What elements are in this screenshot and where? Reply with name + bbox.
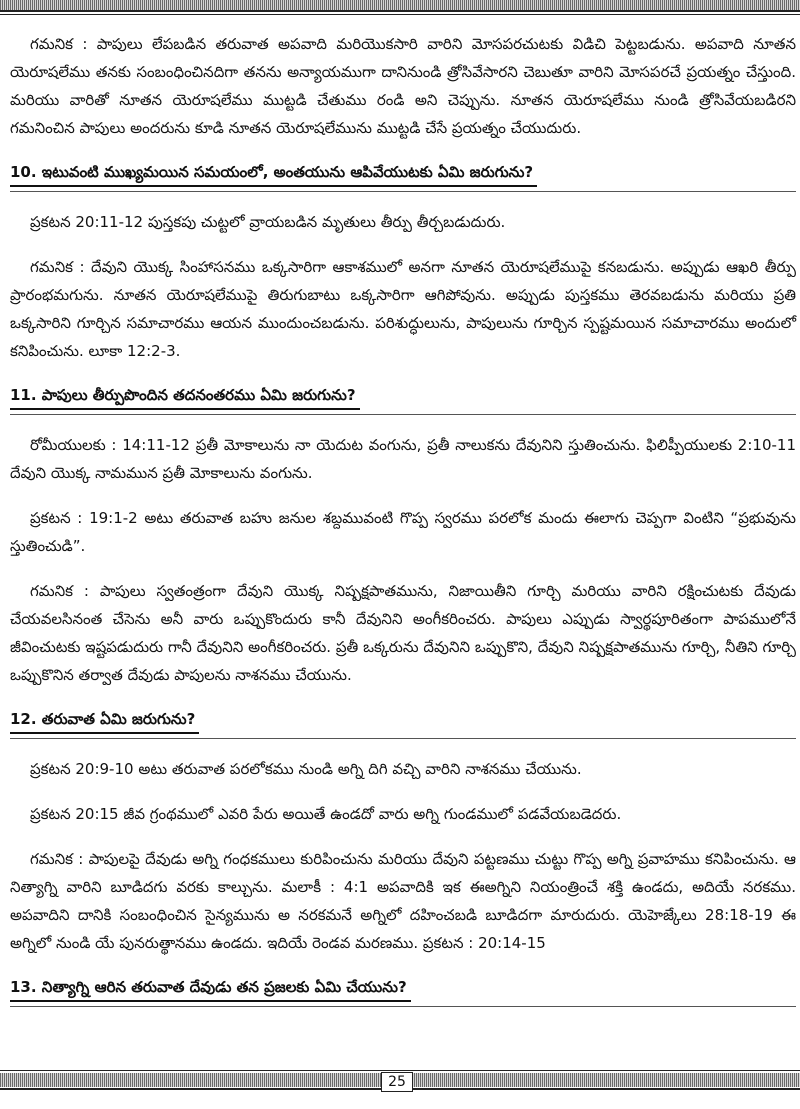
bottom-rule-thin	[0, 1070, 800, 1071]
paragraph-text: గమనిక : పాపులపై దేవుడు అగ్ని గంధకములు కురిపించును మరియు దేవుని పట్టణము చుట్టు గొప్ప అగ్ని ప్రవాహము కనిపించును. ఆ నిత్యాగ్ని వారిని బూడిదగు వరకు కాల్చును. మలాకీ : 4:1 అపవాదికి ఇక ఈఅగ్నిని నియంత్రించే శక్తి ఉండదు, అదియే నరకము. అపవాదిని దానికి సంబంధించిన సైన్యమును అ నరకమనే అగ్నిలో దహించబడి బూడిదగా మారుదురు. యెహెజ్కేలు 28:18-19 ఈ అగ్నిలో నుండి యే పునరుత్థానము ఉండదు. ఇదియే రెండవ మరణము. ప్రకటన : 20:14-15	[10, 850, 796, 952]
paragraph	[10, 208, 796, 236]
top-rule	[0, 10, 800, 12]
section-heading-wrap	[10, 159, 796, 192]
section-heading: 11. పాపులు తీర్పుపొందిన తదనంతరము ఏమి జరుగును?	[10, 382, 360, 410]
paragraph-text: గమనిక : పాపులు స్వతంత్రంగా దేవుని యొక్క నిష్పక్షపాతమును, నిజాయితీని గూర్చి మరియు వారిని రక్షించుటకు దేవుడు చేయవలసినంత చేసెను అనీ వారు ఒప్పుకొందురు కానీ దేవునిని అంగీకరించరు. పాపులు ఎప్పుడు స్వార్థపూరితంగా పాపములోనే జీవించుటకు ఇష్టపడుదురు గానీ దేవునిని అంగీకరించరు. ప్రతీ ఒక్కరును దేవునిని ఒప్పుకొని, దేవుని నిష్పక్షపాతమును గూర్చి, నీతిని గూర్చి ఒప్పుకొనిన తర్వాత దేవుడు పాపులను నాశనము చేయును.	[10, 582, 796, 684]
paragraph-text: ప్రకటన 20:15 జీవ గ్రంథములో ఎవరి పేరు అయితే ఉండదో వారు అగ్ని గుండములో పడవేయబడెదరు.	[30, 805, 622, 823]
heading-underline	[10, 191, 796, 192]
paragraph	[10, 800, 796, 828]
paragraph	[10, 504, 796, 560]
top-rule-thin	[0, 14, 800, 15]
paragraph	[10, 30, 796, 142]
document-body	[10, 30, 796, 1023]
section-heading: 10. ఇటువంటి ముఖ్యమయిన సమయంలో, అంతయును ఆపివేయుటకు ఏమి జరుగును?	[10, 159, 537, 187]
paragraph	[10, 577, 796, 689]
paragraph-text: గమనిక : పాపులు లేపబడిన తరువాత అపవాది మరియొకసారి వారిని మోసపరచుటకు విడిచి పెట్టబడును. అపవాది నూతన యెరూషలేము తనకు సంబంధించినదిగా తనను అన్యాయముగా దానినుండి త్రోసివేసారని చెబుతూ వారిని మోసపరచే ప్రయత్నం చేస్తుంది. మరియు వారితో నూతన యెరూషలేము ముట్టడి చేతుము రండి అని చెప్పును. నూతన యెరూషలేము నుండి త్రోసివేయబడిరని గమనించిన పాపులు అందరును కూడి నూతన యెరూషలేమును ముట్టడి చేసే ప్రయత్నం చేయుదురు.	[10, 35, 796, 137]
section-heading: 12. తరువాత ఏమి జరుగును?	[10, 706, 199, 734]
top-border-band	[0, 0, 800, 10]
paragraph	[10, 431, 796, 487]
section-heading-wrap	[10, 382, 796, 415]
paragraph	[10, 755, 796, 783]
paragraph-text: గమనిక : దేవుని యొక్క సింహాసనము ఒక్కసారిగా ఆకాశములో అనగా నూతన యెరూషలేముపై కనబడును. అప్పుడు ఆఖరి తీర్పు ప్రారంభమగును. నూతన యెరూషలేముపై తిరుగుబాటు ఒక్కసారిగా ఆగిపోవును. అప్పుడు పుస్తకము తెరవబడును మరియు ప్రతి ఒక్కసారిని గూర్చిన సమాచారము ఆయన ముందుంచబడును. పరిశుద్ధులును, పాపులును గూర్చిన స్పష్టమయిన సమాచారము అందులో కనిపించును. లూకా 12:2-3.	[10, 258, 796, 360]
section-heading: 13. నిత్యాగ్ని ఆరిన తరువాత దేవుడు తన ప్రజలకు ఏమి చేయును?	[10, 974, 411, 1002]
paragraph-text: ప్రకటన 20:11-12 పుస్తకపు చుట్టలో వ్రాయబడిన మృతులు తీర్పు తీర్చబడుదురు.	[30, 213, 506, 231]
page-number: 25	[381, 1072, 413, 1092]
section-heading-wrap	[10, 706, 796, 739]
section-heading-wrap	[10, 974, 796, 1007]
paragraph-text: రోమీయులకు : 14:11-12 ప్రతీ మోకాలును నా యెదుట వంగును, ప్రతీ నాలుకను దేవునిని స్తుతించును. ఫిలిప్పీయులకు 2:10-11 దేవుని యొక్క నామమున ప్రతీ మోకాలును వంగును.	[10, 436, 796, 482]
paragraph	[10, 253, 796, 365]
heading-underline	[10, 738, 796, 739]
paragraph	[10, 845, 796, 957]
heading-underline	[10, 414, 796, 415]
heading-underline	[10, 1006, 796, 1007]
paragraph-text: ప్రకటన : 19:1-2 అటు తరువాత బహు జనుల శబ్దమువంటి గొప్ప స్వరము పరలోక మందు ఈలాగు చెప్పగా వింటిని “ప్రభువును స్తుతించుడి”.	[10, 509, 796, 555]
paragraph-text: ప్రకటన 20:9-10 అటు తరువాత పరలోకము నుండి అగ్ని దిగి వచ్చి వారిని నాశనము చేయును.	[30, 760, 582, 778]
